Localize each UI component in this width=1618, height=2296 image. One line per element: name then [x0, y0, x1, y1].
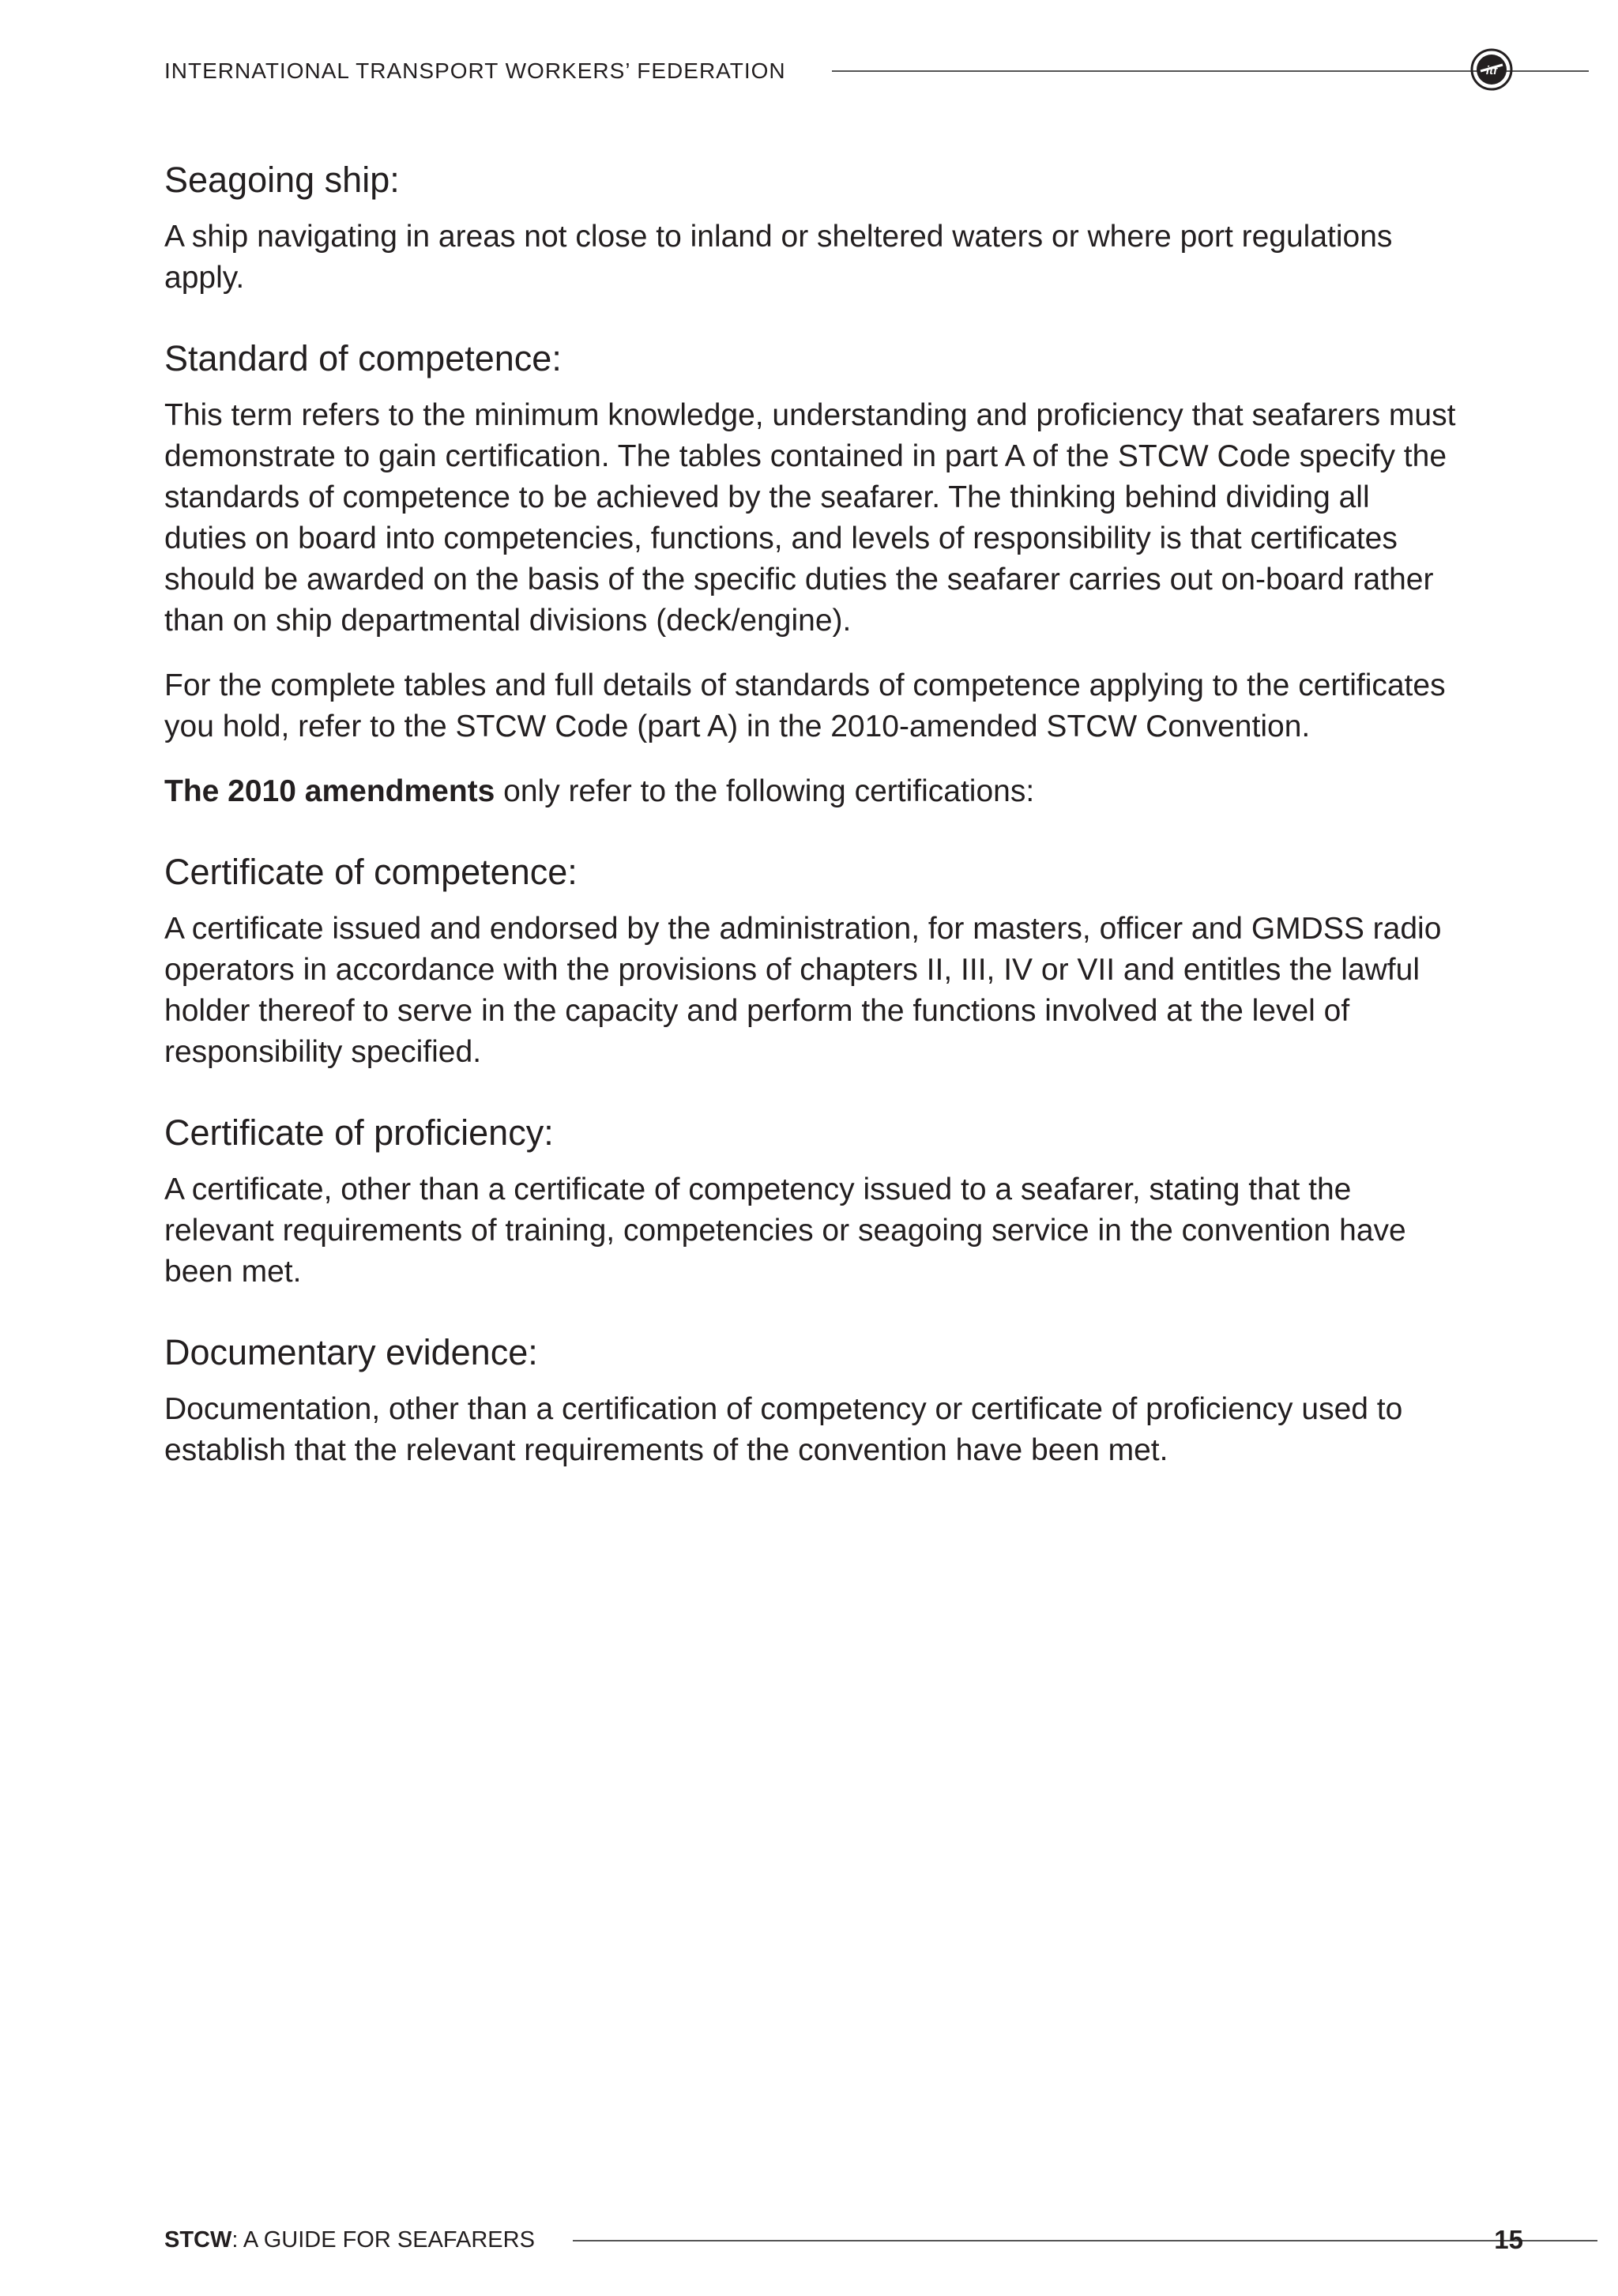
footer-title	[164, 2224, 535, 2256]
svg-text:itf: itf	[1485, 64, 1498, 77]
section-heading-certificate-of-competence: Certificate of competence:	[164, 852, 578, 892]
section-heading-standard-of-competence: Standard of competence:	[164, 338, 562, 378]
header-title: INTERNATIONAL TRANSPORT WORKERS’ FEDERATION	[164, 58, 786, 83]
page-number: 15	[1494, 2225, 1523, 2254]
definition-certificate-of-competence: A certificate issued and endorsed by the administration, for masters, officer and GMDSS radio operators in accordance with the provisions of chapters II, III, IV or VII and entitles the lawful holder thereof to serve in the capacity and perform the functions involved at the level of responsibility specified.	[164, 912, 1442, 1069]
section-heading-certificate-of-proficiency: Certificate of proficiency:	[164, 1112, 554, 1153]
definition-seagoing-ship: A ship navigating in areas not close to inland or sheltered waters or where port regulations apply.	[164, 220, 1393, 295]
page-header	[164, 55, 1523, 87]
amendments-note-rest: only refer to the following certifications:	[495, 774, 1035, 808]
section-heading-seagoing-ship: Seagoing ship:	[164, 160, 400, 200]
itf-logo-icon	[1469, 47, 1514, 92]
definition-certificate-of-proficiency: A certificate, other than a certificate of competency issued to a seafarer, stating that the relevant requirements of training, competencies or seagoing service in the convention have been met.	[164, 1172, 1406, 1289]
amendments-note	[164, 771, 1460, 812]
main-content	[164, 158, 1460, 1495]
section-heading-documentary-evidence: Documentary evidence:	[164, 1332, 538, 1372]
definition-documentary-evidence: Documentation, other than a certification of competency or certificate of proficiency used to establish that the relevant requirements of the convention have been met.	[164, 1392, 1403, 1467]
footer-title-rest: : A GUIDE FOR SEAFARERS	[231, 2227, 535, 2253]
footer-title-bold: STCW	[164, 2227, 232, 2253]
standards-reference-paragraph: For the complete tables and full details of standards of competence applying to the certificates you hold, refer to the STCW Code (part A) in the 2010-amended STCW Convention.	[164, 668, 1446, 743]
amendments-note-bold: The 2010 amendments	[164, 774, 495, 808]
footer-divider	[573, 2240, 1597, 2241]
page-footer	[164, 2224, 1523, 2256]
definition-standard-of-competence: This term refers to the minimum knowledge, understanding and proficiency that seafarers must demonstrate to gain certification. The tables contained in part A of the STCW Code specify the standards of competence to be achieved by the seafarer. The thinking behind dividing all duties on board into competencies, functions, and levels of responsibility is that certificates should be awarded on the basis of the specific duties the seafarer carries out on-board rather than on ship departmental divisions (deck/engine).	[164, 398, 1456, 638]
